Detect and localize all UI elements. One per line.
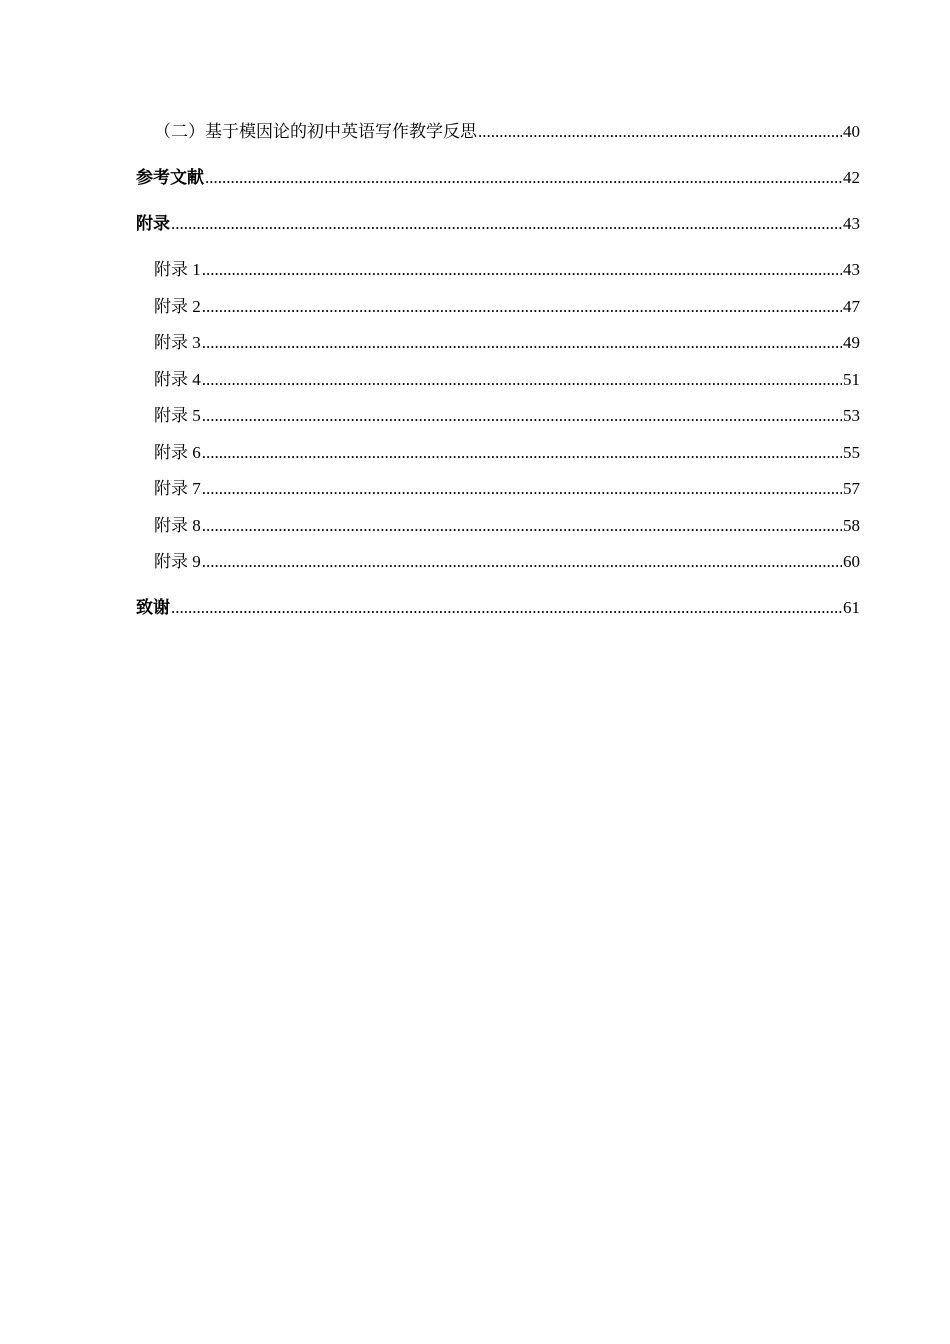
dot-leader <box>478 118 842 146</box>
toc-entry-appendix[interactable] <box>136 210 860 238</box>
toc-entry-page-number: 55 <box>843 442 860 462</box>
toc-entry-label: 附录 6 <box>154 442 201 462</box>
dot-leader <box>202 293 842 321</box>
toc-entry-page-number: 40 <box>843 122 860 141</box>
dot-leader <box>202 439 842 467</box>
dot-leader <box>202 256 842 284</box>
toc-entry-page-number: 51 <box>843 369 860 389</box>
toc-entry-acknowledgements[interactable] <box>136 594 860 622</box>
toc-entry-label: 附录 8 <box>154 515 201 535</box>
table-of-contents <box>136 118 860 622</box>
dot-leader <box>202 402 842 430</box>
toc-entry-label: 参考文献 <box>136 168 204 188</box>
toc-entry-page-number: 49 <box>843 333 860 352</box>
toc-entry-label: 附录 3 <box>154 333 201 352</box>
dot-leader <box>202 475 842 503</box>
toc-entry-teaching-reflection[interactable] <box>136 118 860 146</box>
toc-entry-references[interactable] <box>136 164 860 192</box>
toc-entry-label: 附录 9 <box>154 552 201 571</box>
toc-entry-label: 附录 2 <box>154 296 201 316</box>
toc-entry-page-number: 60 <box>843 552 860 571</box>
toc-entry-page-number: 57 <box>843 479 860 498</box>
dot-leader <box>205 164 842 192</box>
toc-entry-appendix-8[interactable] <box>136 512 860 540</box>
toc-entry-label: 附录 4 <box>154 369 201 389</box>
toc-entry-label: （二）基于模因论的初中英语写作教学反思 <box>154 122 477 141</box>
dot-leader <box>171 210 842 238</box>
toc-entry-appendix-2[interactable] <box>136 293 860 321</box>
toc-entry-label: 附录 7 <box>154 479 201 498</box>
toc-entry-appendix-1[interactable] <box>136 256 860 284</box>
toc-entry-label: 致谢 <box>136 598 170 618</box>
toc-entry-page-number: 53 <box>843 406 860 425</box>
toc-entry-page-number: 47 <box>843 296 860 316</box>
toc-entry-appendix-4[interactable] <box>136 366 860 394</box>
dot-leader <box>202 366 842 394</box>
dot-leader <box>202 329 842 357</box>
toc-entry-page-number: 43 <box>843 214 860 233</box>
toc-entry-label: 附录 5 <box>154 406 201 425</box>
toc-entry-appendix-5[interactable] <box>136 402 860 430</box>
toc-entry-label: 附录 <box>136 214 170 234</box>
toc-entry-appendix-9[interactable] <box>136 548 860 576</box>
toc-entry-page-number: 42 <box>843 168 860 187</box>
toc-entry-page-number: 43 <box>843 260 860 279</box>
toc-entry-label: 附录 1 <box>154 260 201 279</box>
toc-entry-appendix-3[interactable] <box>136 329 860 357</box>
dot-leader <box>202 512 842 540</box>
toc-entry-appendix-7[interactable] <box>136 475 860 503</box>
dot-leader <box>171 594 842 622</box>
dot-leader <box>202 548 842 576</box>
toc-entry-appendix-6[interactable] <box>136 439 860 467</box>
toc-entry-page-number: 58 <box>843 515 860 535</box>
toc-entry-page-number: 61 <box>843 598 860 617</box>
